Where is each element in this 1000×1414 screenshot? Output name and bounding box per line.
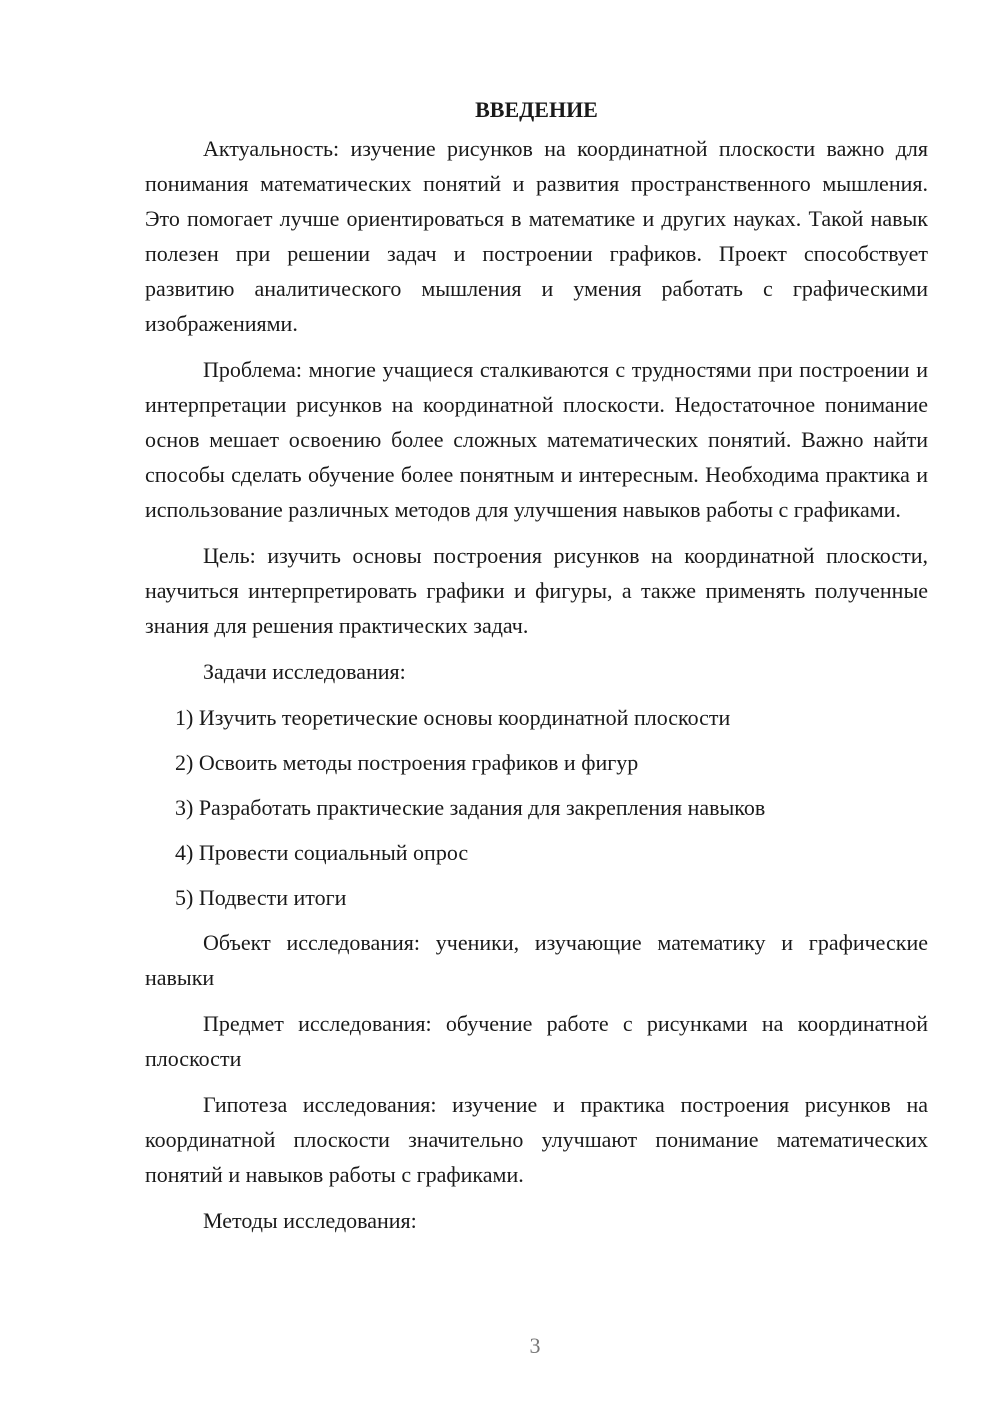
- section-title: ВВЕДЕНИЕ: [475, 97, 598, 122]
- tasks-list: [145, 700, 928, 915]
- subject-paragraph: Предмет исследования: обучение работе с рисунками на координатной плоскости: [145, 1011, 928, 1071]
- goal-paragraph: Цель: изучить основы построения рисунков на координатной плоскости, научиться интерпретировать графики и фигуры, а также применять полученные знания для решения практических задач.: [145, 543, 928, 638]
- page-number: 3: [529, 1333, 541, 1358]
- list-item: 3) Разработать практические задания для закрепления навыков: [175, 795, 766, 820]
- document-page: [145, 95, 928, 1249]
- list-item: 5) Подвести итоги: [175, 885, 347, 910]
- list-item: 4) Провести социальный опрос: [175, 840, 469, 865]
- problem-paragraph: Проблема: многие учащиеся сталкиваются с трудностями при построении и интерпретации рисунков на координатной плоскости. Недостаточное понимание основ мешает освоению более сложных математических понятий. Важно найти способы сделать обучение более понятным и интересным. Необходима практика и использование различных методов для улучшения навыков работы с графиками.: [145, 357, 928, 522]
- list-item: 1) Изучить теоретические основы координатной плоскости: [175, 705, 731, 730]
- methods-heading: Методы исследования:: [203, 1208, 417, 1233]
- object-paragraph: Объект исследования: ученики, изучающие математику и графические навыки: [145, 930, 928, 990]
- hypothesis-paragraph: Гипотеза исследования: изучение и практика построения рисунков на координатной плоскости значительно улучшают понимание математических понятий и навыков работы с графиками.: [145, 1092, 928, 1187]
- tasks-heading: Задачи исследования:: [203, 659, 406, 684]
- list-item: 2) Освоить методы построения графиков и фигур: [175, 750, 639, 775]
- relevance-paragraph: Актуальность: изучение рисунков на координатной плоскости важно для понимания математических понятий и развития пространственного мышления. Это помогает лучше ориентироваться в математике и других науках. Такой навык полезен при решении задач и построении графиков. Проект способствует развитию аналитического мышления и умения работать с графическими изображениями.: [145, 136, 928, 336]
